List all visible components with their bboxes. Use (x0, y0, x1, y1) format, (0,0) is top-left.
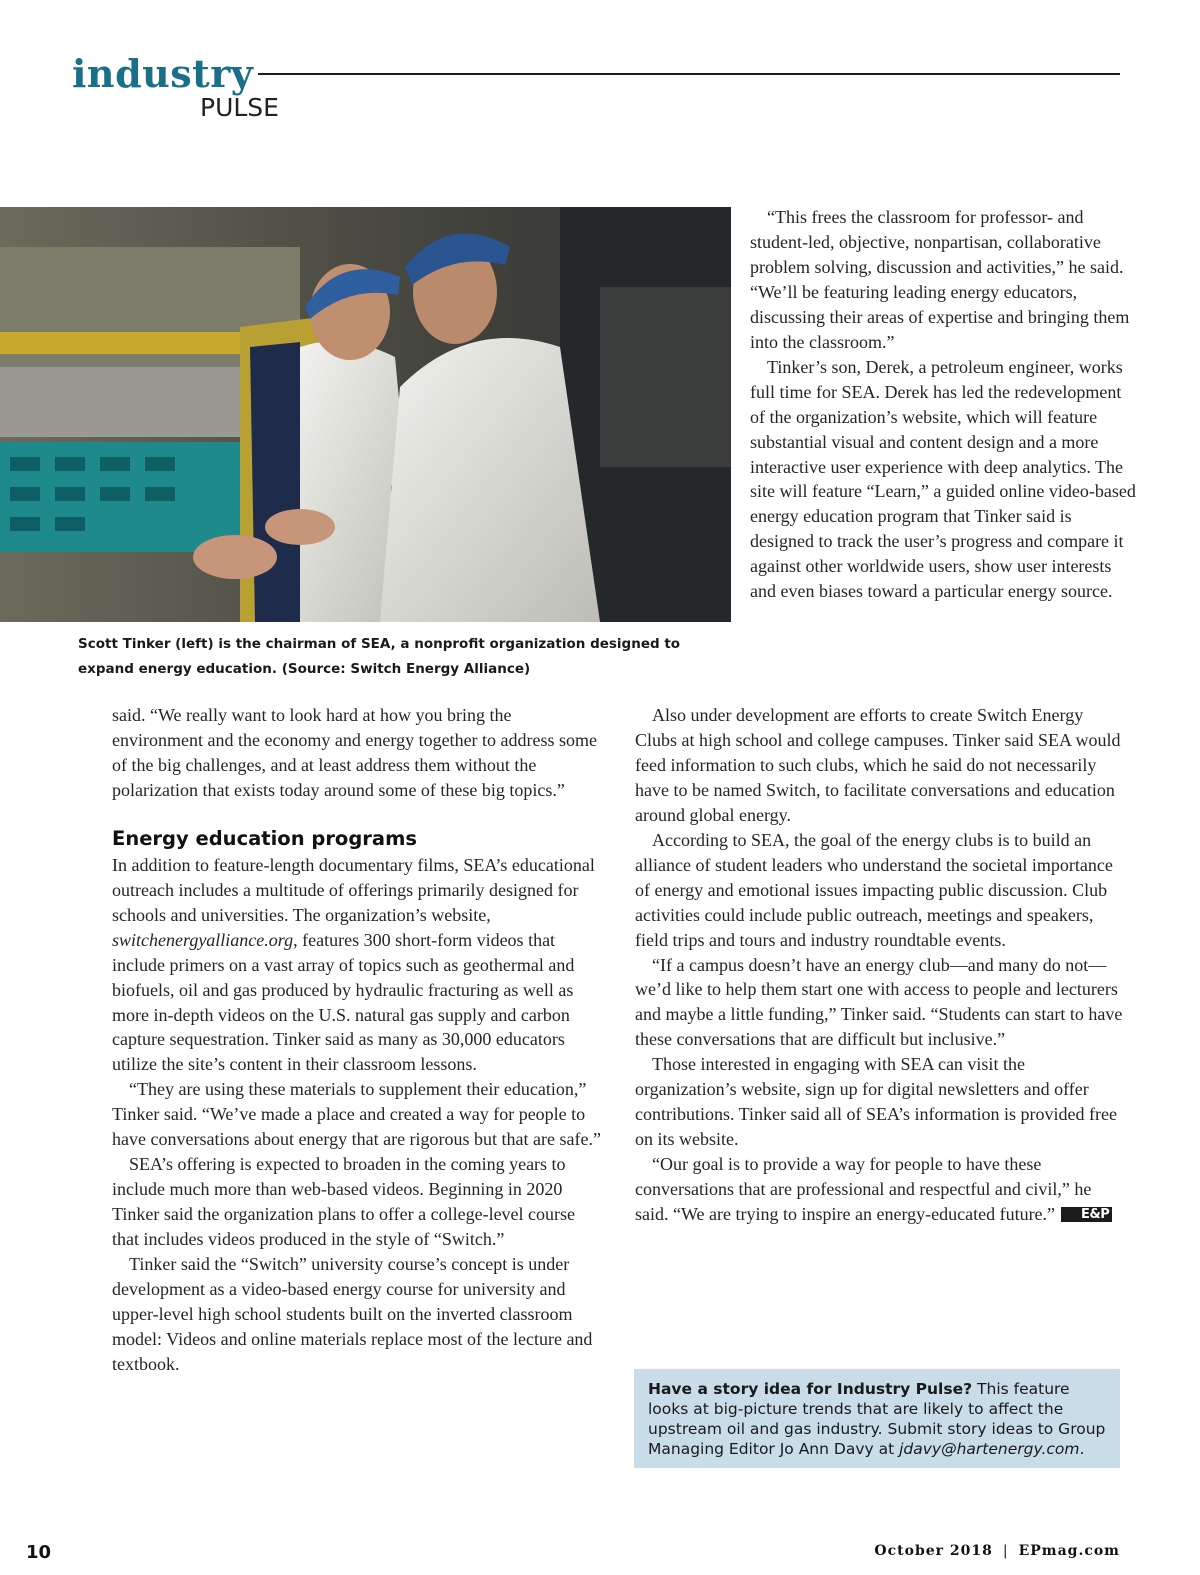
right-column (635, 703, 1125, 1227)
paragraph: Those interested in engaging with SEA can visit the organization’s website, sign up for digital newsletters and offer contributions. Tinker said all of SEA’s information is provided free on its website. (635, 1054, 1117, 1150)
website-link: switchenergyalliance.org (112, 929, 294, 950)
paragraph: According to SEA, the goal of the energy clubs is to build an alliance of student leaders who understand the societal importance of energy and emotional issues impacting public discussion. Club activities could include public outreach, meetings and speakers, field trips and tours and industry roundtable events. (635, 829, 1113, 950)
footer-site[interactable]: EPmag.com (1018, 1543, 1120, 1559)
story-idea-box (634, 1369, 1120, 1468)
story-box-end: . (1079, 1440, 1085, 1458)
story-box-body: This feature looks at big-picture trends that are likely to affect the upstream oil and gas industry. Submit story ideas to Group Managing Editor Jo Ann Davy at (648, 1380, 1106, 1458)
paragraph: “This frees the classroom for professor- and student-led, objective, nonpartisan, collaborative problem solving, discussion and activities,” he said. “We’ll be featuring leading energy educators, discussing their areas of expertise and bringing them into the classroom.” (750, 207, 1130, 352)
paragraph: Tinker’s son, Derek, a petroleum engineer, works full time for SEA. Derek has led the redevelopment of the organization’s website, which will feature substantial visual and content design and a more interactive user experience with deep analytics. The site will feature “Learn,” a guided online video-based energy education program that Tinker said is designed to track the user’s progress and compare it against other worldwide users, show user interests and even biases toward a particular energy source. (750, 356, 1136, 602)
header-rule (258, 73, 1120, 75)
email-link[interactable]: jdavy@hartenergy.com (899, 1440, 1080, 1458)
paragraph: “If a campus doesn’t have an energy club—and many do not—we’d like to help them start one with access to people and lecturers and maybe a little funding,” Tinker said. “Students can start to have these conversations that are difficult but inclusive.” (635, 954, 1123, 1050)
paragraph-text: “Our goal is to provide a way for people to have these conversations that are professional and respectful and civil,” he said. “We are trying to inspire an energy-educated future.” (635, 1154, 1092, 1225)
paragraph: SEA’s offering is expected to broaden in the coming years to include much more than web-based videos. Beginning in 2020 Tinker said the organization plans to offer a college-level course that includes videos produced in the style of “Switch.” (112, 1154, 576, 1250)
footer-issue (874, 1543, 1120, 1559)
paragraph: Also under development are efforts to create Switch Energy Clubs at high school and college campuses. Tinker said SEA would feed information to such clubs, which he said do not necessarily have to be named Switch, to facilitate conversations and education around global energy. (635, 705, 1121, 825)
photo-caption: Scott Tinker (left) is the chairman of SEA, a nonprofit organization designed to expand energy education. (Source: Switch Energy Alliance) (78, 636, 681, 677)
page-number: 10 (26, 1542, 52, 1563)
footer-date: October 2018 (874, 1543, 993, 1559)
footer-separator: | (1002, 1543, 1009, 1559)
paragraph: Tinker said the “Switch” university course’s concept is under development as a video-based energy course for university and upper-level high school students built on the inverted classroom model: Videos and online materials replace most of the lecture and textbook. (112, 1254, 593, 1374)
paragraph: said. “We really want to look hard at how you bring the environment and the economy and energy together to address some of the big challenges, and at least address them without the polarization that exists today around some of these big topics.” (112, 705, 598, 800)
paragraph (112, 853, 602, 1078)
article-photo (0, 207, 731, 622)
story-box-lead: Have a story idea for Industry Pulse? (648, 1380, 973, 1398)
section-subhead: Energy education programs (112, 826, 417, 850)
right-column-top (750, 205, 1140, 604)
ep-end-mark: E&P (1061, 1207, 1112, 1222)
section-title-pulse: PULSE (200, 93, 279, 122)
left-column (112, 703, 602, 1377)
paragraph: “They are using these materials to supplement their education,” Tinker said. “We’ve made a place and created a way for people to have conversations about energy that are rigorous but that are safe.” (112, 1079, 601, 1150)
paragraph-text: In addition to feature-length documentary films, SEA’s educational outreach includes a multitude of offerings primarily designed for schools and universities. The organization’s website, (112, 854, 595, 925)
section-title-industry: industry (72, 51, 254, 96)
paragraph (635, 1152, 1125, 1227)
paragraph-text: , features 300 short-form videos that include primers on a vast array of topics such as geothermal and biofuels, oil and gas produced by hydraulic fracturing as well as more in-depth videos on the U.S. natural gas supply and carbon capture sequestration. Tinker said as many as 30,000 educators utilize the site’s content in their classroom lessons. (112, 929, 575, 1075)
